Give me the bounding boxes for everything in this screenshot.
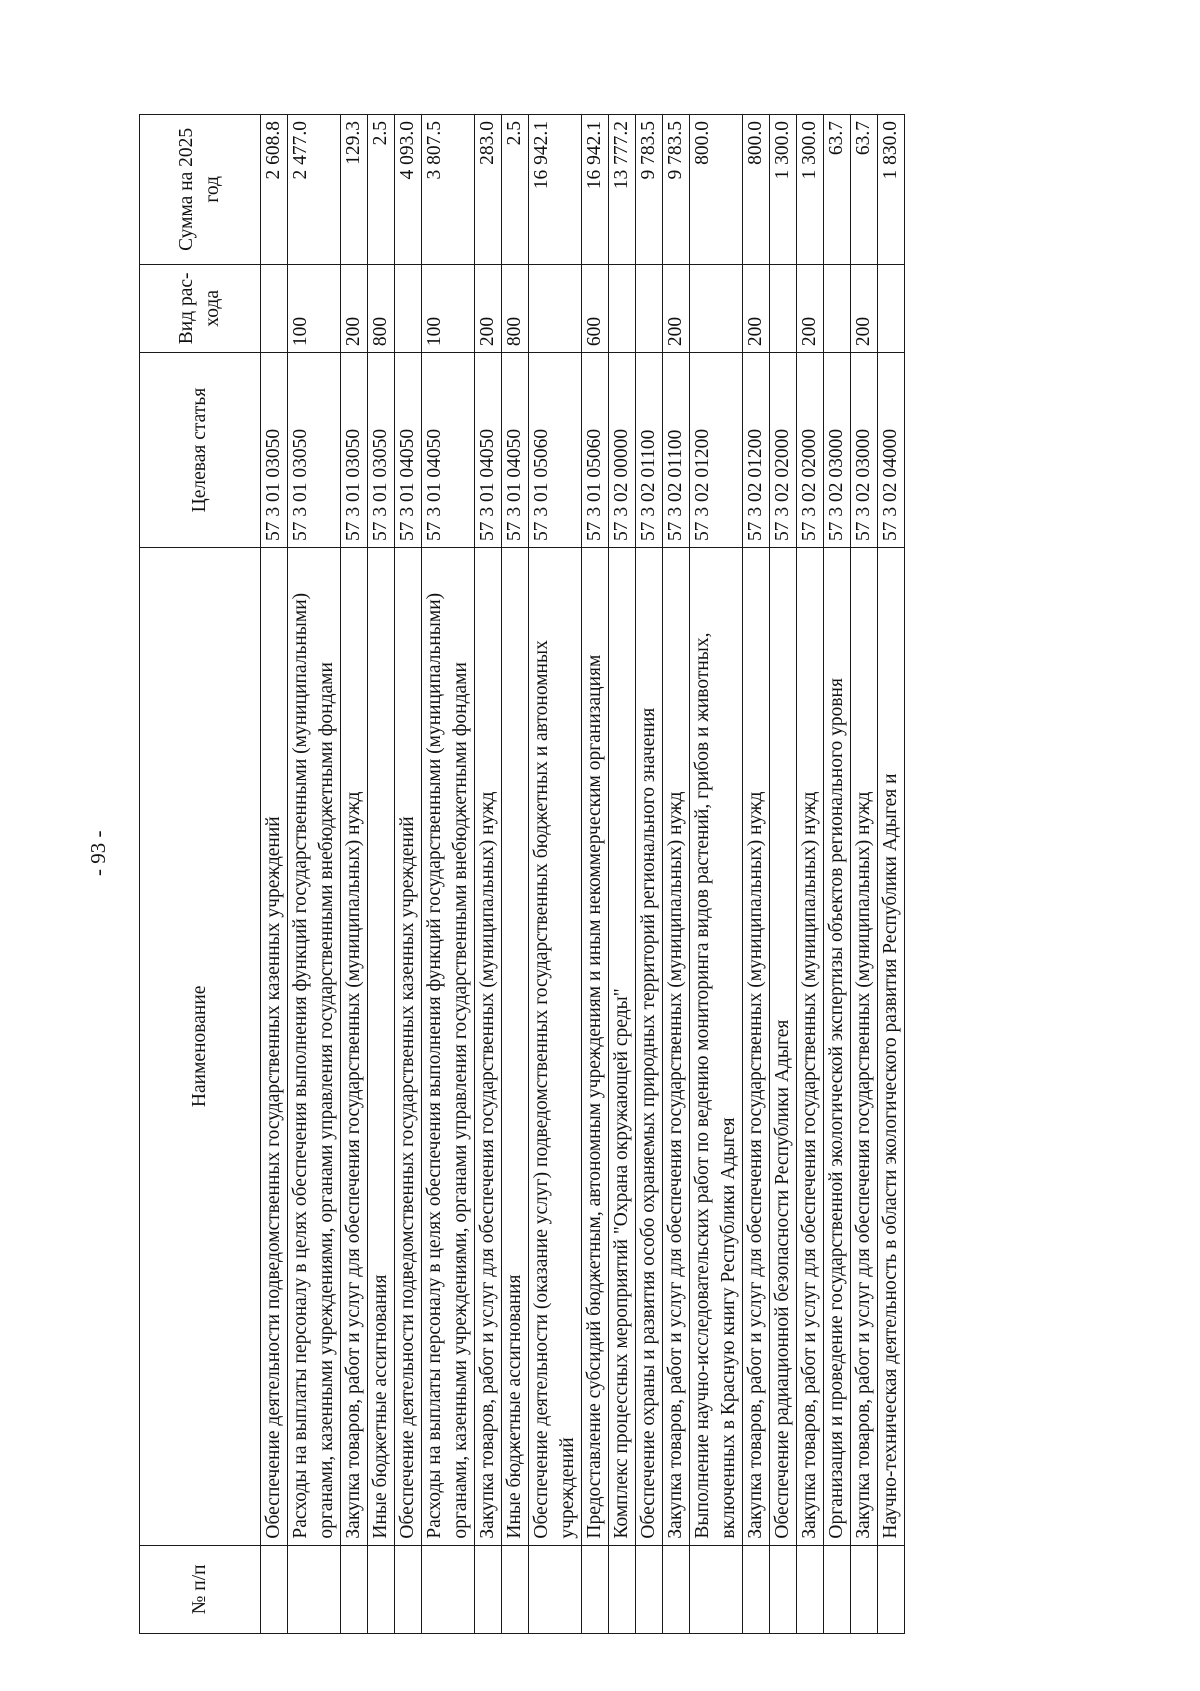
- row-sum-cell: 283.0: [475, 115, 502, 265]
- row-name-cell: Обеспечение деятельности подведомственных государственных казенных учреждений: [261, 548, 288, 1546]
- table-row: [824, 115, 851, 1634]
- row-kind-cell: 800: [502, 264, 529, 352]
- table-row: [261, 115, 288, 1634]
- page-number: - 93 -: [86, 830, 110, 876]
- row-code-cell: 57 3 02 02000: [770, 353, 797, 548]
- row-sum-cell: 800.0: [690, 115, 743, 265]
- row-name-cell: Закупка товаров, работ и услуг для обеспечения государственных (муниципальных) нужд: [797, 548, 824, 1546]
- row-num-cell: [663, 1545, 690, 1633]
- row-num-cell: [743, 1545, 770, 1633]
- row-sum-cell: 129.3: [341, 115, 368, 265]
- row-code-cell: 57 3 01 03050: [368, 353, 395, 548]
- row-num-cell: [797, 1545, 824, 1633]
- row-code-cell: 57 3 02 01100: [663, 353, 690, 548]
- row-name-cell: Закупка товаров, работ и услуг для обеспечения государственных (муниципальных) нужд: [851, 548, 878, 1546]
- row-sum-cell: 9 783.5: [663, 115, 690, 265]
- row-num-cell: [690, 1545, 743, 1633]
- table-row: [395, 115, 422, 1634]
- row-sum-cell: 2 477.0: [288, 115, 341, 265]
- row-num-cell: [502, 1545, 529, 1633]
- table-header: [140, 115, 261, 1634]
- header-sum: Сумма на 2025 год: [140, 115, 261, 265]
- row-num-cell: [368, 1545, 395, 1633]
- row-name-cell: Закупка товаров, работ и услуг для обеспечения государственных (муниципальных) нужд: [475, 548, 502, 1546]
- table-body: [261, 115, 905, 1634]
- row-kind-cell: 200: [743, 264, 770, 352]
- row-code-cell: 57 3 01 04050: [502, 353, 529, 548]
- row-code-cell: 57 3 02 02000: [797, 353, 824, 548]
- table-row: [609, 115, 636, 1634]
- row-sum-cell: 1 300.0: [797, 115, 824, 265]
- row-kind-cell: [690, 264, 743, 352]
- row-name-cell: Закупка товаров, работ и услуг для обеспечения государственных (муниципальных) нужд: [663, 548, 690, 1546]
- row-code-cell: 57 3 02 03000: [824, 353, 851, 548]
- row-code-cell: 57 3 01 03050: [341, 353, 368, 548]
- row-code-cell: 57 3 01 03050: [261, 353, 288, 548]
- row-kind-cell: [636, 264, 663, 352]
- row-name-cell: Предоставление субсидий бюджетным, автономным учреждениям и иным некоммерческим организациям: [582, 548, 609, 1546]
- row-num-cell: [851, 1545, 878, 1633]
- row-name-cell: Организация и проведение государственной экологической экспертизы объектов регионального уровня: [824, 548, 851, 1546]
- row-num-cell: [582, 1545, 609, 1633]
- budget-table-container: [139, 114, 1063, 1634]
- row-kind-cell: [609, 264, 636, 352]
- row-kind-cell: 100: [288, 264, 341, 352]
- row-code-cell: 57 3 02 03000: [851, 353, 878, 548]
- row-name-cell: Выполнение научно-исследовательских работ по ведению мониторинга видов растений, грибов и животных, включенных в Красную книгу Республики Адыгея: [690, 548, 743, 1546]
- row-code-cell: 57 3 01 04050: [422, 353, 475, 548]
- row-kind-cell: [395, 264, 422, 352]
- table-row: [422, 115, 475, 1634]
- row-kind-cell: 600: [582, 264, 609, 352]
- row-name-cell: Иные бюджетные ассигнования: [368, 548, 395, 1546]
- row-num-cell: [288, 1545, 341, 1633]
- row-kind-cell: 200: [663, 264, 690, 352]
- row-sum-cell: 63.7: [824, 115, 851, 265]
- row-code-cell: 57 3 01 05060: [582, 353, 609, 548]
- table-row: [878, 115, 905, 1634]
- table-row: [797, 115, 824, 1634]
- row-code-cell: 57 3 02 01200: [690, 353, 743, 548]
- table-row: [475, 115, 502, 1634]
- row-num-cell: [609, 1545, 636, 1633]
- row-sum-cell: 4 093.0: [395, 115, 422, 265]
- row-kind-cell: [878, 264, 905, 352]
- table-row: [663, 115, 690, 1634]
- row-num-cell: [475, 1545, 502, 1633]
- row-num-cell: [770, 1545, 797, 1633]
- table-row: [770, 115, 797, 1634]
- header-row: [140, 115, 261, 1634]
- row-code-cell: 57 3 01 05060: [529, 353, 582, 548]
- row-kind-cell: 800: [368, 264, 395, 352]
- header-name: Наименование: [140, 548, 261, 1546]
- row-code-cell: 57 3 02 01200: [743, 353, 770, 548]
- row-code-cell: 57 3 02 00000: [609, 353, 636, 548]
- table-row: [288, 115, 341, 1634]
- row-kind-cell: 200: [797, 264, 824, 352]
- row-sum-cell: 13 777.2: [609, 115, 636, 265]
- row-sum-cell: 2.5: [368, 115, 395, 265]
- row-sum-cell: 16 942.1: [582, 115, 609, 265]
- header-code: Целевая статья: [140, 353, 261, 548]
- row-name-cell: Научно-техническая деятельность в области экологического развития Республики Адыгея и: [878, 548, 905, 1546]
- row-code-cell: 57 3 02 01100: [636, 353, 663, 548]
- row-code-cell: 57 3 02 04000: [878, 353, 905, 548]
- row-sum-cell: 2 608.8: [261, 115, 288, 265]
- row-kind-cell: [261, 264, 288, 352]
- row-name-cell: Расходы на выплаты персоналу в целях обеспечения выполнения функций государственными (муниципальными) органами, казенными учреждениями, органами управления государственными внебюджетными фондами: [422, 548, 475, 1546]
- row-num-cell: [395, 1545, 422, 1633]
- row-sum-cell: 1 830.0: [878, 115, 905, 265]
- row-kind-cell: [770, 264, 797, 352]
- row-name-cell: Закупка товаров, работ и услуг для обеспечения государственных (муниципальных) нужд: [743, 548, 770, 1546]
- row-code-cell: 57 3 01 03050: [288, 353, 341, 548]
- row-sum-cell: 2.5: [502, 115, 529, 265]
- row-name-cell: Обеспечение деятельности (оказание услуг) подведомственных государственных бюджетных и автономных учреждений: [529, 548, 582, 1546]
- table-row: [502, 115, 529, 1634]
- row-num-cell: [636, 1545, 663, 1633]
- row-sum-cell: 16 942.1: [529, 115, 582, 265]
- row-num-cell: [261, 1545, 288, 1633]
- header-num: № п/п: [140, 1545, 261, 1633]
- row-num-cell: [878, 1545, 905, 1633]
- row-sum-cell: 800.0: [743, 115, 770, 265]
- table-row: [743, 115, 770, 1634]
- row-kind-cell: [824, 264, 851, 352]
- table-row: [582, 115, 609, 1634]
- row-kind-cell: 200: [475, 264, 502, 352]
- row-name-cell: Расходы на выплаты персоналу в целях обеспечения выполнения функций государственными (муниципальными) органами, казенными учреждениями, органами управления государственными внебюджетными фондами: [288, 548, 341, 1546]
- budget-table: [139, 114, 905, 1634]
- row-name-cell: Иные бюджетные ассигнования: [502, 548, 529, 1546]
- row-num-cell: [341, 1545, 368, 1633]
- table-row: [851, 115, 878, 1634]
- row-kind-cell: 100: [422, 264, 475, 352]
- row-sum-cell: 1 300.0: [770, 115, 797, 265]
- row-kind-cell: 200: [851, 264, 878, 352]
- header-kind: Вид рас- хода: [140, 264, 261, 352]
- row-num-cell: [422, 1545, 475, 1633]
- row-num-cell: [529, 1545, 582, 1633]
- table-row: [690, 115, 743, 1634]
- row-name-cell: Обеспечение деятельности подведомственных государственных казенных учреждений: [395, 548, 422, 1546]
- row-sum-cell: 63.7: [851, 115, 878, 265]
- row-kind-cell: [529, 264, 582, 352]
- table-row: [341, 115, 368, 1634]
- table-row: [529, 115, 582, 1634]
- row-code-cell: 57 3 01 04050: [475, 353, 502, 548]
- row-name-cell: Комплекс процессных мероприятий "Охрана окружающей среды": [609, 548, 636, 1546]
- row-name-cell: Закупка товаров, работ и услуг для обеспечения государственных (муниципальных) нужд: [341, 548, 368, 1546]
- row-sum-cell: 3 807.5: [422, 115, 475, 265]
- table-row: [636, 115, 663, 1634]
- row-name-cell: Обеспечение радиационной безопасности Республики Адыгея: [770, 548, 797, 1546]
- row-num-cell: [824, 1545, 851, 1633]
- row-code-cell: 57 3 01 04050: [395, 353, 422, 548]
- row-sum-cell: 9 783.5: [636, 115, 663, 265]
- row-name-cell: Обеспечение охраны и развития особо охраняемых природных территорий регионального значения: [636, 548, 663, 1546]
- row-kind-cell: 200: [341, 264, 368, 352]
- table-row: [368, 115, 395, 1634]
